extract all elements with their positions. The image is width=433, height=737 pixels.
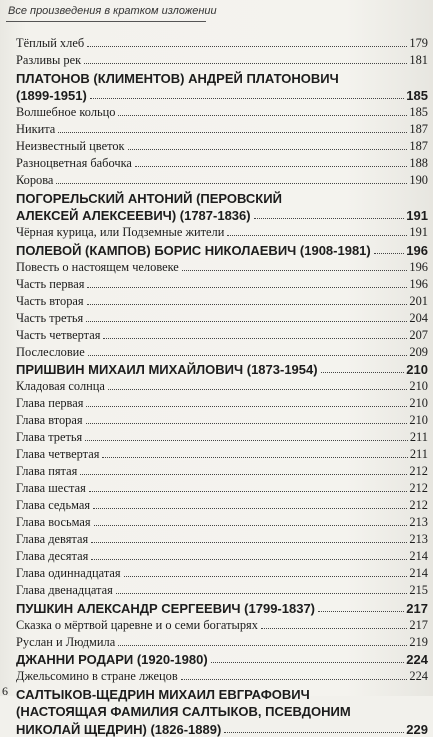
dot-leader (227, 235, 407, 236)
toc-entry-page: 219 (409, 634, 428, 649)
dot-leader (374, 253, 405, 254)
toc-entry-page: 207 (409, 327, 428, 342)
dot-leader (86, 423, 408, 424)
toc-entry-page: 210 (409, 379, 428, 393)
toc-entry-page: 211 (409, 447, 428, 461)
toc-entry-page: 217 (406, 600, 428, 616)
dot-leader (124, 576, 408, 577)
toc-entry-page: 185 (409, 105, 428, 119)
toc-entry-title: САЛТЫКОВ-ЩЕДРИН МИХАИЛ ЕВГРАФОВИЧ (16, 686, 310, 702)
dot-leader (91, 542, 407, 543)
toc-entry-title: ПУШКИН АЛЕКСАНДР СЕРГЕЕВИЧ (1799-1837) (16, 600, 316, 616)
toc-entry (16, 206, 428, 224)
toc-entry-page: 201 (409, 293, 428, 308)
toc-entry-title: Глава восьмая (16, 515, 91, 529)
dot-leader (128, 149, 408, 150)
dot-leader (181, 679, 408, 680)
toc-entry-page: 217 (409, 617, 428, 632)
toc-entry (16, 411, 428, 428)
toc-entry (16, 496, 428, 513)
dot-leader (321, 372, 405, 373)
toc-entry (16, 240, 428, 258)
running-header: Все произведения в кратком изложении (8, 5, 217, 17)
toc-entry (16, 223, 428, 240)
toc-entry-title: Глава вторая (16, 413, 83, 427)
toc-entry (16, 428, 428, 445)
dot-leader (87, 46, 407, 47)
toc-entry (16, 258, 428, 275)
toc-entry (16, 137, 428, 154)
toc-entry-page: 210 (409, 413, 428, 427)
toc-entry (16, 479, 428, 496)
toc-entry-page: 213 (409, 532, 428, 546)
toc-entry-page: 179 (409, 36, 428, 50)
toc-entry-page: 196 (409, 259, 428, 274)
dot-leader (116, 593, 408, 594)
toc-entry-page: 187 (409, 139, 428, 153)
dot-leader (89, 491, 408, 492)
dot-leader (87, 304, 408, 305)
dot-leader (93, 508, 407, 509)
toc-entry-title: ПОЛЕВОЙ (КАМПОВ) БОРИС НИКОЛАЕВИЧ (1908-1981) (16, 242, 371, 258)
toc-entry-page: 209 (409, 344, 428, 359)
toc-entry-page: 210 (406, 362, 428, 377)
toc-entry-title: Тёплый хлеб (16, 36, 85, 50)
table-of-contents (16, 34, 428, 737)
dot-leader (91, 559, 407, 560)
dot-leader (56, 183, 407, 184)
toc-entry (16, 34, 428, 51)
toc-entry-title: Сказка о мёртвой царевне и о семи богатырях (16, 617, 258, 632)
toc-entry (16, 650, 428, 668)
toc-entry-title: НИКОЛАЙ ЩЕДРИН) (1826-1889) (16, 721, 222, 737)
toc-entry-title: Часть вторая (16, 293, 84, 308)
toc-entry-title: ДЖАННИ РОДАРИ (1920-1980) (16, 652, 208, 667)
dot-leader (118, 645, 407, 646)
toc-entry (16, 719, 428, 737)
toc-entry-page: 196 (409, 276, 428, 291)
toc-entry-title: Разливы рек (16, 53, 82, 67)
toc-entry (16, 120, 428, 137)
dot-leader (90, 98, 404, 99)
header-rule (6, 21, 206, 22)
toc-entry-title: Часть первая (16, 276, 85, 291)
dot-leader (85, 440, 408, 441)
toc-entry (16, 616, 428, 633)
dot-leader (102, 457, 407, 458)
toc-entry-title: ПРИШВИН МИХАИЛ МИХАЙЛОВИЧ (1873-1954) (16, 362, 318, 377)
toc-entry-title: Часть третья (16, 310, 84, 325)
dot-leader (108, 389, 408, 390)
toc-entry-title: Кладовая солнца (16, 379, 105, 393)
toc-entry (16, 292, 428, 309)
toc-entry-title: Глава седьмая (16, 498, 91, 512)
toc-entry-page: 213 (409, 515, 428, 529)
toc-entry-page: 196 (406, 242, 428, 258)
dot-leader (318, 611, 404, 612)
toc-entry (16, 275, 428, 292)
toc-entry-title: Глава шестая (16, 481, 86, 495)
toc-entry-title: Послесловие (16, 344, 85, 359)
toc-entry-title: (1899-1951) (16, 88, 87, 103)
toc-entry-page: 214 (409, 566, 428, 580)
toc-entry-page: 188 (409, 156, 428, 170)
toc-entry-page: 224 (406, 652, 428, 667)
dot-leader (182, 270, 408, 271)
toc-entry-page: 215 (409, 583, 428, 597)
toc-entry (16, 598, 428, 616)
dot-leader (211, 662, 405, 663)
toc-entry (16, 326, 428, 343)
toc-entry-title: Корова (16, 173, 54, 187)
toc-entry-page: 210 (409, 396, 428, 410)
toc-entry-title: Джельсомино в стране лжецов (16, 669, 178, 683)
toc-entry-page: 212 (409, 481, 428, 495)
dot-leader (86, 406, 407, 407)
dot-leader (86, 321, 407, 322)
toc-entry-title: Глава девятая (16, 532, 89, 546)
dot-leader (224, 732, 404, 733)
toc-entry (16, 667, 428, 684)
toc-entry (16, 68, 428, 86)
toc-entry-title: Глава пятая (16, 464, 78, 478)
toc-entry-title: ПЛАТОНОВ (КЛИМЕНТОВ) АНДРЕЙ ПЛАТОНОВИЧ (16, 70, 339, 86)
toc-entry-page: 204 (409, 310, 428, 325)
toc-entry-title: Разноцветная бабочка (16, 156, 132, 170)
toc-entry-page: 187 (409, 122, 428, 136)
toc-entry (16, 377, 428, 394)
toc-entry (16, 309, 428, 326)
toc-entry-page: 212 (409, 498, 428, 512)
toc-entry-page: 212 (409, 464, 428, 478)
toc-entry (16, 343, 428, 360)
toc-entry-page: 224 (409, 669, 428, 683)
toc-entry-title: Руслан и Людмила (16, 634, 116, 649)
toc-entry (16, 171, 428, 188)
toc-entry (16, 581, 428, 598)
toc-entry (16, 103, 428, 120)
toc-entry-page: 185 (406, 88, 428, 103)
toc-entry-title: Волшебное кольцо (16, 105, 116, 119)
dot-leader (135, 166, 407, 167)
toc-entry-page: 214 (409, 549, 428, 563)
page-number: 6 (2, 684, 8, 698)
toc-entry-title: Глава двенадцатая (16, 583, 113, 597)
toc-entry (16, 462, 428, 479)
dot-leader (88, 355, 408, 356)
toc-entry-page: 229 (406, 721, 428, 737)
toc-entry (16, 684, 428, 702)
toc-entry-title: Глава одиннадцатая (16, 566, 121, 580)
toc-entry (16, 547, 428, 564)
toc-entry-title: Глава четвертая (16, 447, 100, 461)
toc-entry (16, 530, 428, 547)
dot-leader (87, 287, 407, 288)
toc-entry-page: 191 (409, 225, 428, 239)
toc-entry (16, 702, 428, 720)
toc-entry (16, 633, 428, 650)
dot-leader (80, 474, 407, 475)
toc-entry-page: 190 (409, 173, 428, 187)
toc-entry (16, 513, 428, 530)
toc-entry (16, 51, 428, 68)
dot-leader (84, 63, 407, 64)
toc-entry-title: ПОГОРЕЛЬСКИЙ АНТОНИЙ (ПЕРОВСКИЙ (16, 190, 282, 206)
dot-leader (103, 338, 407, 339)
dot-leader (118, 115, 407, 116)
toc-entry-title: Неизвестный цветок (16, 139, 125, 153)
toc-entry-page: 181 (409, 53, 428, 67)
toc-entry (16, 564, 428, 581)
toc-entry-page: 211 (409, 430, 428, 444)
dot-leader (261, 628, 407, 629)
dot-leader (254, 218, 405, 219)
dot-leader (58, 132, 407, 133)
toc-entry-title: (НАСТОЯЩАЯ ФАМИЛИЯ САЛТЫКОВ, ПСЕВДОНИМ (16, 704, 351, 719)
toc-entry-title: Часть четвертая (16, 327, 101, 342)
toc-entry (16, 445, 428, 462)
toc-entry-page: 191 (406, 208, 428, 223)
toc-entry-title: Глава первая (16, 396, 84, 410)
toc-entry (16, 154, 428, 171)
toc-entry-title: Никита (16, 122, 56, 136)
toc-entry (16, 188, 428, 206)
toc-entry-title: Глава третья (16, 430, 83, 444)
dot-leader (94, 525, 408, 526)
toc-entry-title: Глава десятая (16, 549, 89, 563)
toc-entry-title: АЛЕКСЕЙ АЛЕКСЕЕВИЧ) (1787-1836) (16, 208, 251, 223)
toc-entry (16, 360, 428, 378)
toc-entry (16, 86, 428, 104)
toc-entry (16, 394, 428, 411)
toc-entry-title: Чёрная курица, или Подземные жители (16, 225, 225, 239)
toc-entry-title: Повесть о настоящем человеке (16, 259, 179, 274)
